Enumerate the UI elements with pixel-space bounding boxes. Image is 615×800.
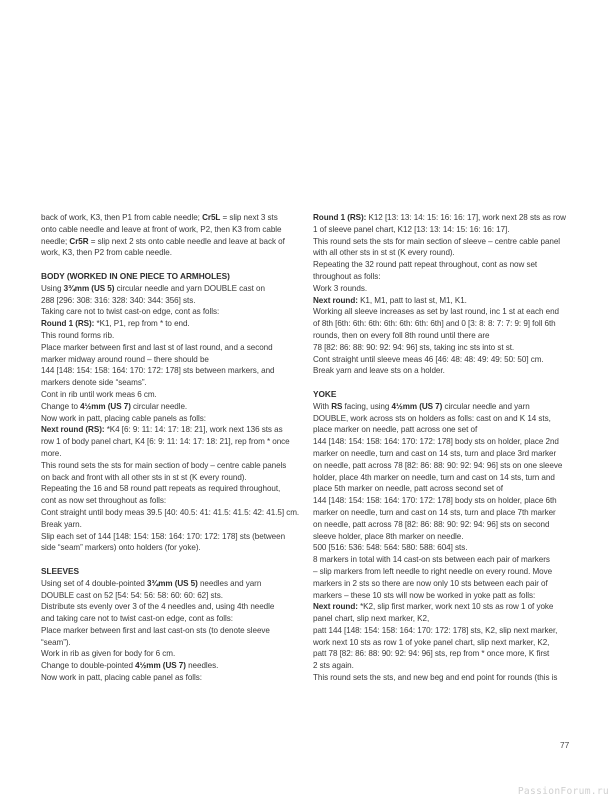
sleeves-cont-line: [313, 271, 578, 283]
watermark: PassionForum.ru: [517, 786, 609, 797]
yoke-line: [313, 637, 578, 649]
body-text: = slip next 2 sts onto cable needle and leave at back of: [88, 236, 285, 246]
body-line: [41, 365, 303, 377]
body-text: Work 3 rounds.: [313, 283, 368, 293]
body-text: Now work in patt, placing cable panel as folls:: [41, 673, 202, 683]
emphasis-text: RS: [331, 401, 343, 411]
body-heading: BODY (WORKED IN ONE PIECE TO ARMHOLES): [41, 270, 230, 281]
body-text: markers in 2 sts so there are now only 10 sts between each pair of: [313, 578, 548, 588]
emphasis-text: 4½mm (US 7): [80, 401, 131, 411]
body-text: 500 [516: 536: 548: 564: 580: 588: 604] sts.: [313, 543, 468, 553]
yoke-line: [313, 424, 578, 436]
body-text: 288 [296: 308: 316: 328: 340: 344: 356] sts.: [41, 295, 196, 305]
body-line: [41, 460, 303, 472]
sleeves-line: [41, 672, 303, 684]
body-text: needles and yarn: [197, 578, 262, 588]
yoke-line: [313, 448, 578, 460]
body-text: Using set of 4 double-pointed: [41, 578, 148, 588]
body-line: [41, 306, 303, 318]
emphasis-text: Cr5L: [202, 213, 221, 222]
body-text: Slip each set of 144 [148: 154: 158: 164: 170: 172: 178] sts (between: [41, 531, 286, 541]
sleeves-cont-line: [313, 283, 578, 295]
body-text: Repeating the 16 and 58 round patt repeats as required throughout,: [41, 484, 281, 494]
yoke-line: [313, 578, 578, 590]
body-line: [41, 389, 303, 401]
body-text: throughout as folls:: [313, 271, 381, 281]
body-text: – slip markers from left needle to right needle on every round. Move: [313, 566, 553, 576]
body-text: Place marker between first and last st of last round, and a second: [41, 342, 273, 352]
emphasis-text: Next round (RS):: [41, 425, 105, 435]
yoke-line: [313, 483, 578, 495]
body-text: patt 78 [82: 86: 88: 90: 92: 94: 96] sts, rep from * once more, K first: [313, 649, 550, 659]
yoke-line: [313, 436, 578, 448]
body-line: [41, 330, 303, 342]
body-line: [41, 436, 303, 448]
sleeves-line: [41, 613, 303, 625]
emphasis-text: 3¾mm (US 5): [63, 283, 115, 293]
body-text: 1 of sleeve panel chart, K12 [13: 13: 14: 15: 16: 16: 17].: [313, 224, 510, 234]
yoke-line: [313, 507, 578, 519]
sleeves-cont-line: [313, 306, 578, 318]
body-text: holder, place 4th marker on needle, turn and cast on 14 sts, turn and: [313, 472, 555, 482]
yoke-heading: YOKE: [313, 388, 337, 399]
yoke-line: [313, 601, 578, 613]
page-number: 77: [560, 740, 570, 750]
sleeves-line: [41, 590, 303, 602]
body-line: [41, 507, 303, 519]
body-line: [41, 283, 303, 295]
yoke-line: [313, 590, 578, 602]
body-line: [41, 401, 303, 413]
body-text: marker on needle, turn and cast on 14 sts, turn and place 3rd marker: [313, 448, 557, 458]
yoke-line: [313, 648, 578, 660]
intro-line: [41, 224, 303, 236]
body-text: markers – these 10 sts will now be worked in yoke patt as folls:: [313, 590, 536, 600]
right-column: [313, 212, 578, 684]
body-text: needle;: [41, 236, 70, 246]
yoke-line: [313, 672, 578, 684]
emphasis-text: 4½mm (US 7): [135, 661, 186, 671]
yoke-line: [313, 495, 578, 507]
body-text: Repeating the 32 round patt repeat throughout, cont as now set: [313, 260, 538, 270]
body-text: and taking care not to twist cast-on edge, cont as folls:: [41, 614, 233, 624]
body-text: Working all sleeve increases as set by last round, inc 1 st at each end: [313, 307, 559, 317]
body-text: with all other sts in st st (K every round).: [313, 248, 455, 258]
body-text: Break yarn.: [41, 519, 82, 529]
body-text: This round forms rib.: [41, 330, 115, 340]
emphasis-text: Cr5R: [69, 236, 89, 246]
emphasis-text: Next round:: [313, 602, 358, 612]
paragraph-gap: [41, 259, 303, 271]
body-text: K1, M1, patt to last st, M1, K1.: [357, 295, 467, 305]
body-text: facing, using: [342, 401, 392, 411]
body-text: Work in rib as given for body for 6 cm.: [41, 649, 176, 659]
body-text: *K1, P1, rep from * to end.: [94, 319, 190, 329]
sleeves-cont-line: [313, 236, 578, 248]
body-line: [41, 448, 303, 460]
body-text: DOUBLE, work across sts on holders as folls: cast on and K 14 sts,: [313, 413, 551, 423]
sleeves-cont-line: [313, 365, 578, 377]
body-text: = slip next 3 sts: [220, 213, 278, 222]
body-line: [41, 519, 303, 531]
body-text: 2 sts again.: [313, 661, 354, 671]
body-text: Change to double-pointed: [41, 661, 136, 671]
sleeves-cont-line: [313, 212, 578, 224]
body-text: rounds, then on every foll 8th round until there are: [313, 330, 490, 340]
body-text: DOUBLE cast on 52 [54: 54: 56: 58: 60: 60: 62] sts.: [41, 590, 223, 600]
yoke-line: [313, 613, 578, 625]
body-line: [41, 354, 303, 366]
body-text: markers denote side “seams”.: [41, 378, 147, 388]
body-text: “seam”).: [41, 637, 71, 647]
sleeves-line: [41, 637, 303, 649]
body-text: on needle, patt across 78 [82: 86: 88: 90: 92: 94: 96] sts on second: [313, 519, 550, 529]
body-text: Cont straight until body meas 39.5 [40: 40.5: 41: 41.5: 41.5: 42: 41.5] cm.: [41, 507, 300, 517]
body-text: With: [313, 401, 332, 411]
body-text: 144 [148: 154: 158: 164: 170: 172: 178] sts between markers, and: [41, 366, 275, 376]
body-text: marker on needle, turn and cast on 14 sts, turn and place 7th marker: [313, 507, 556, 517]
body-text: Cont in rib until work meas 6 cm.: [41, 389, 157, 399]
body-text: Place marker between first and last cast-on sts (to denote sleeve: [41, 625, 270, 635]
yoke-line: [313, 566, 578, 578]
body-line: [41, 342, 303, 354]
body-text: cont as now set throughout as folls:: [41, 496, 167, 506]
sleeves-line: [41, 660, 303, 672]
emphasis-text: Round 1 (RS):: [41, 319, 95, 329]
body-text: This round sets the sts, and new beg and end point for rounds (this is: [313, 673, 558, 683]
sleeves-cont-line: [313, 330, 578, 342]
body-text: patt 144 [148: 154: 158: 164: 170: 172: 178] sts, K2, slip next marker,: [313, 625, 558, 635]
sleeves-cont-line: [313, 247, 578, 259]
body-text: marker midway around round – there should be: [41, 354, 209, 364]
body-text: Break yarn and leave sts on a holder.: [313, 366, 445, 376]
yoke-line: [313, 660, 578, 672]
body-text: on needle, patt across 78 [82: 86: 88: 90: 92: 94: 96] sts on one sleeve: [313, 460, 563, 470]
sleeves-line: [41, 601, 303, 613]
body-text: place 5th marker on needle, patt across second set of: [313, 484, 503, 494]
body-text: circular needle.: [130, 401, 188, 411]
sleeves-cont-line: [313, 259, 578, 271]
body-text: panel chart, slip next marker, K2,: [313, 614, 430, 624]
left-column: [41, 212, 303, 684]
body-line: [41, 377, 303, 389]
sleeves-line: [41, 648, 303, 660]
body-text: sleeve holder, place 8th marker on needle.: [313, 531, 464, 541]
body-text: Taking care not to twist cast-on edge, cont as folls:: [41, 307, 220, 317]
body-text: onto cable needle and leave at front of work, P2, then K3 from cable: [41, 224, 282, 234]
body-line: [41, 424, 303, 436]
body-text: row 1 of body panel chart, K4 [6: 9: 11: 14: 17: 18: 21], rep from * once: [41, 437, 290, 447]
yoke-line: [313, 472, 578, 484]
intro-line: [41, 247, 303, 259]
yoke-line: [313, 554, 578, 566]
body-text: This round sets the sts for main section of sleeve – centre cable panel: [313, 236, 561, 246]
body-text: circular needle and yarn DOUBLE cast on: [114, 283, 265, 293]
body-line: [41, 472, 303, 484]
body-text: Change to: [41, 401, 81, 411]
sleeves-cont-line: [313, 224, 578, 236]
body-text: Distribute sts evenly over 3 of the 4 needles and, using 4th needle: [41, 602, 275, 612]
emphasis-text: Round 1 (RS):: [313, 213, 367, 222]
body-text: 144 [148: 154: 158: 164: 170: 172: 178] body sts on holder, place 6th: [313, 496, 557, 506]
sleeves-heading: SLEEVES: [41, 565, 79, 576]
body-text: *K2, slip first marker, work next 10 sts as row 1 of yoke: [357, 602, 554, 612]
yoke-line: [313, 542, 578, 554]
body-text: more.: [41, 448, 62, 458]
paragraph-gap: [41, 554, 303, 566]
intro-line: [41, 236, 303, 248]
body-line: [41, 413, 303, 425]
body-text: 144 [148: 154: 158: 164: 170: 172: 178] body sts on holder, place 2nd: [313, 437, 559, 447]
sleeves-cont-line: [313, 295, 578, 307]
yoke-line: [313, 413, 578, 425]
body-text: Now work in patt, placing cable panels as folls:: [41, 413, 206, 423]
sleeves-line: [41, 625, 303, 637]
sleeves-cont-line: [313, 342, 578, 354]
yoke-line: [313, 625, 578, 637]
body-text: circular needle and yarn: [442, 401, 530, 411]
yoke-line: [313, 460, 578, 472]
body-line: [41, 295, 303, 307]
yoke-line: [313, 531, 578, 543]
body-line: [41, 483, 303, 495]
body-text: K12 [13: 13: 14: 15: 16: 16: 17], work next 28 sts as row: [366, 213, 566, 222]
intro-line: [41, 212, 303, 224]
body-line: [41, 531, 303, 543]
sleeves-line: [41, 578, 303, 590]
body-text: *K4 [6: 9: 11: 14: 17: 18: 21], work next 136 sts as: [104, 425, 283, 435]
emphasis-text: Next round:: [313, 295, 358, 305]
body-text: 8 markers in total with 14 cast-on sts between each pair of markers: [313, 555, 550, 565]
body-text: place marker on needle, patt across one set of: [313, 425, 478, 435]
body-text: 78 [82: 86: 88: 90: 92: 94: 96] sts, taking inc sts into st st.: [313, 342, 515, 352]
body-text: on back and front with all other sts in st st (K every round).: [41, 472, 247, 482]
yoke-line: [313, 519, 578, 531]
body-text: work, K3, then P2 from cable needle.: [41, 248, 172, 258]
body-text: side “seam” markers) onto holders (for yoke).: [41, 543, 201, 553]
body-text: Cont straight until sleeve meas 46 [46: 48: 48: 49: 49: 50: 50] cm.: [313, 354, 544, 364]
yoke-line: [313, 401, 578, 413]
body-text: of 8th [6th: 6th: 6th: 6th: 6th: 6th: 6th] and 0 [3: 8: 8: 7: 7: 9: 9] foll 6th: [313, 319, 556, 329]
body-text: work next 10 sts as row 1 of yoke panel chart, slip next marker, K2,: [313, 637, 550, 647]
sleeves-cont-line: [313, 354, 578, 366]
body-text: needles.: [185, 661, 219, 671]
paragraph-gap: [313, 377, 578, 389]
body-text: This round sets the sts for main section of body – centre cable panels: [41, 460, 287, 470]
sleeves-cont-line: [313, 318, 578, 330]
body-text: Using: [41, 283, 64, 293]
body-text: back of work, K3, then P1 from cable needle;: [41, 213, 203, 222]
body-line: [41, 318, 303, 330]
body-line: [41, 495, 303, 507]
emphasis-text: 3¾mm (US 5): [147, 578, 198, 588]
emphasis-text: 4½mm (US 7): [391, 401, 443, 411]
body-line: [41, 542, 303, 554]
